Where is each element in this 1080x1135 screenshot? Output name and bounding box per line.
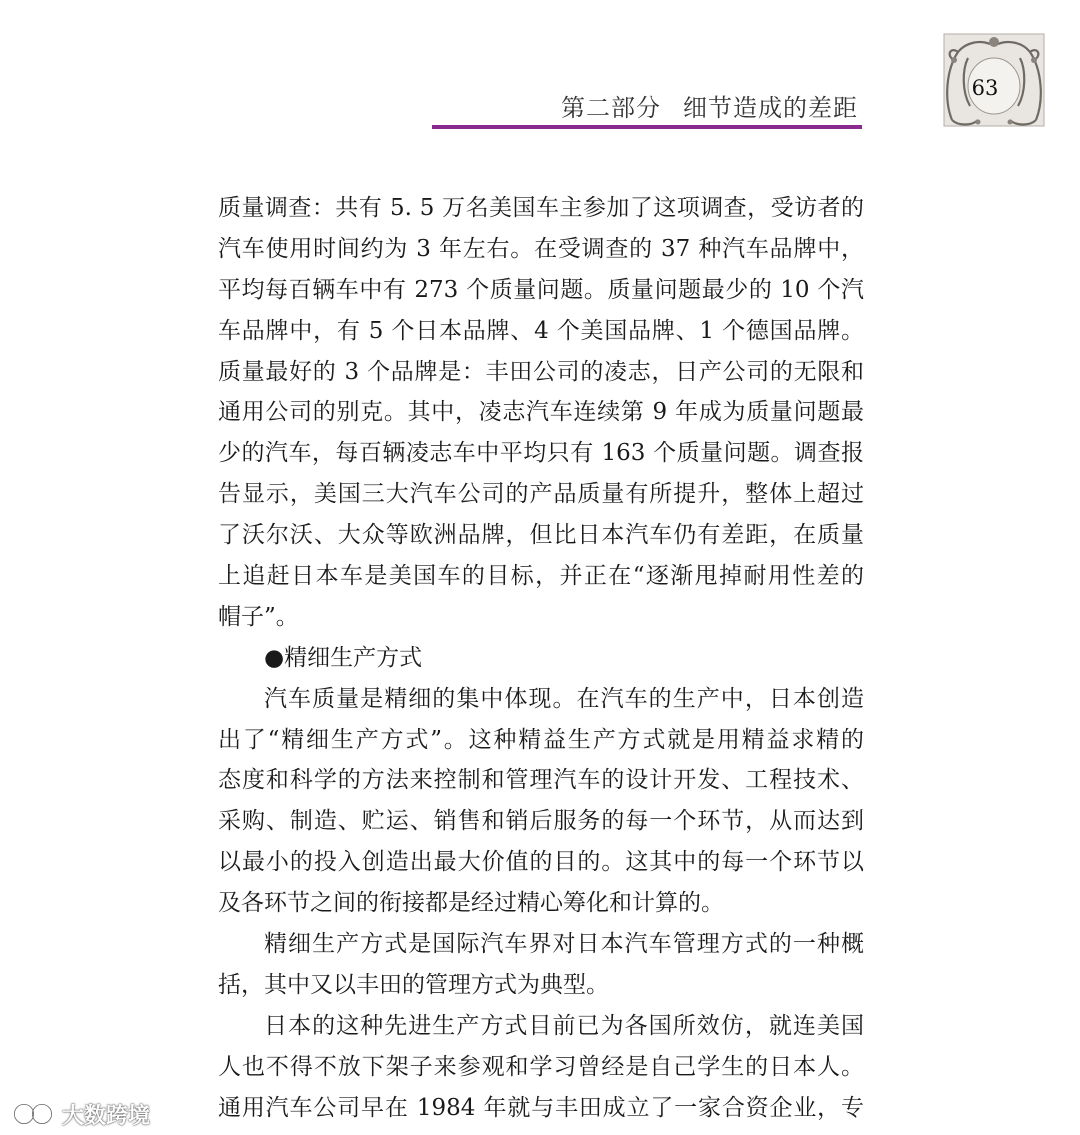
page-number: 63: [971, 76, 999, 100]
text-line: 帽子”。: [218, 603, 299, 630]
text-line: 人也不得不放下架子来参观和学习曾经是自己学生的日本人。: [218, 1053, 864, 1080]
text-line: 了沃尔沃、大众等欧洲品牌，但比日本汽车仍有差距，在质量: [218, 522, 864, 549]
text-line: 及各环节之间的衔接都是经过精心筹化和计算的。: [218, 890, 724, 917]
text-line: 采购、制造、贮运、销售和销后服务的每一个环节，从而达到: [218, 808, 864, 835]
text-line: 汽车质量是精细的集中体现。在汽车的生产中，日本创造: [264, 685, 864, 712]
text-line: 车品牌中，有 5 个日本品牌、4 个美国品牌、1 个德国品牌。: [218, 317, 864, 344]
body-text: [218, 188, 864, 1128]
text-line: 质量最好的 3 个品牌是：丰田公司的凌志，日产公司的无限和: [218, 358, 864, 385]
text-line: 以最小的投入创造出最大价值的目的。这其中的每一个环节以: [218, 849, 864, 876]
running-header: [561, 88, 858, 123]
section-heading: ●精细生产方式: [264, 644, 423, 671]
text-line: 精细生产方式是国际汽车界对日本汽车管理方式的一种概: [264, 931, 864, 958]
watermark: [12, 1097, 150, 1131]
text-line: 质量调查：共有 5. 5 万名美国车主参加了这项调查，受访者的: [218, 195, 864, 221]
watermark-text: 大数跨境: [62, 1103, 151, 1129]
header-chapter: 细节造成的差距: [683, 94, 858, 122]
text-line: 出了“精细生产方式”。这种精益生产方式就是用精益求精的: [218, 726, 864, 753]
watermark-logo-icon: [12, 1101, 56, 1127]
text-line: 平均每百辆车中有 273 个质量问题。质量问题最少的 10 个汽: [218, 276, 864, 303]
text-line: 通用汽车公司早在 1984 年就与丰田成立了一家合资企业，专: [218, 1094, 864, 1121]
text-line: 少的汽车，每百辆凌志车中平均只有 163 个质量问题。调查报: [218, 440, 864, 467]
text-line: 告显示，美国三大汽车公司的产品质量有所提升，整体上超过: [218, 481, 864, 508]
text-line: 汽车使用时间约为 3 年左右。在受调查的 37 种汽车品牌中，: [218, 235, 864, 262]
text-line: 通用公司的别克。其中，凌志汽车连续第 9 年成为质量问题最: [218, 399, 864, 426]
text-line: 日本的这种先进生产方式目前已为各国所效仿，就连美国: [264, 1012, 864, 1039]
text-line: 上追赶日本车是美国车的目标，并正在“逐渐甩掉耐用性差的: [218, 563, 864, 590]
text-line: 态度和科学的方法来控制和管理汽车的设计开发、工程技术、: [218, 767, 864, 794]
text-line: 括，其中又以丰田的管理方式为典型。: [218, 971, 609, 998]
header-part: 第二部分: [561, 94, 661, 122]
header-rule: [432, 125, 862, 129]
